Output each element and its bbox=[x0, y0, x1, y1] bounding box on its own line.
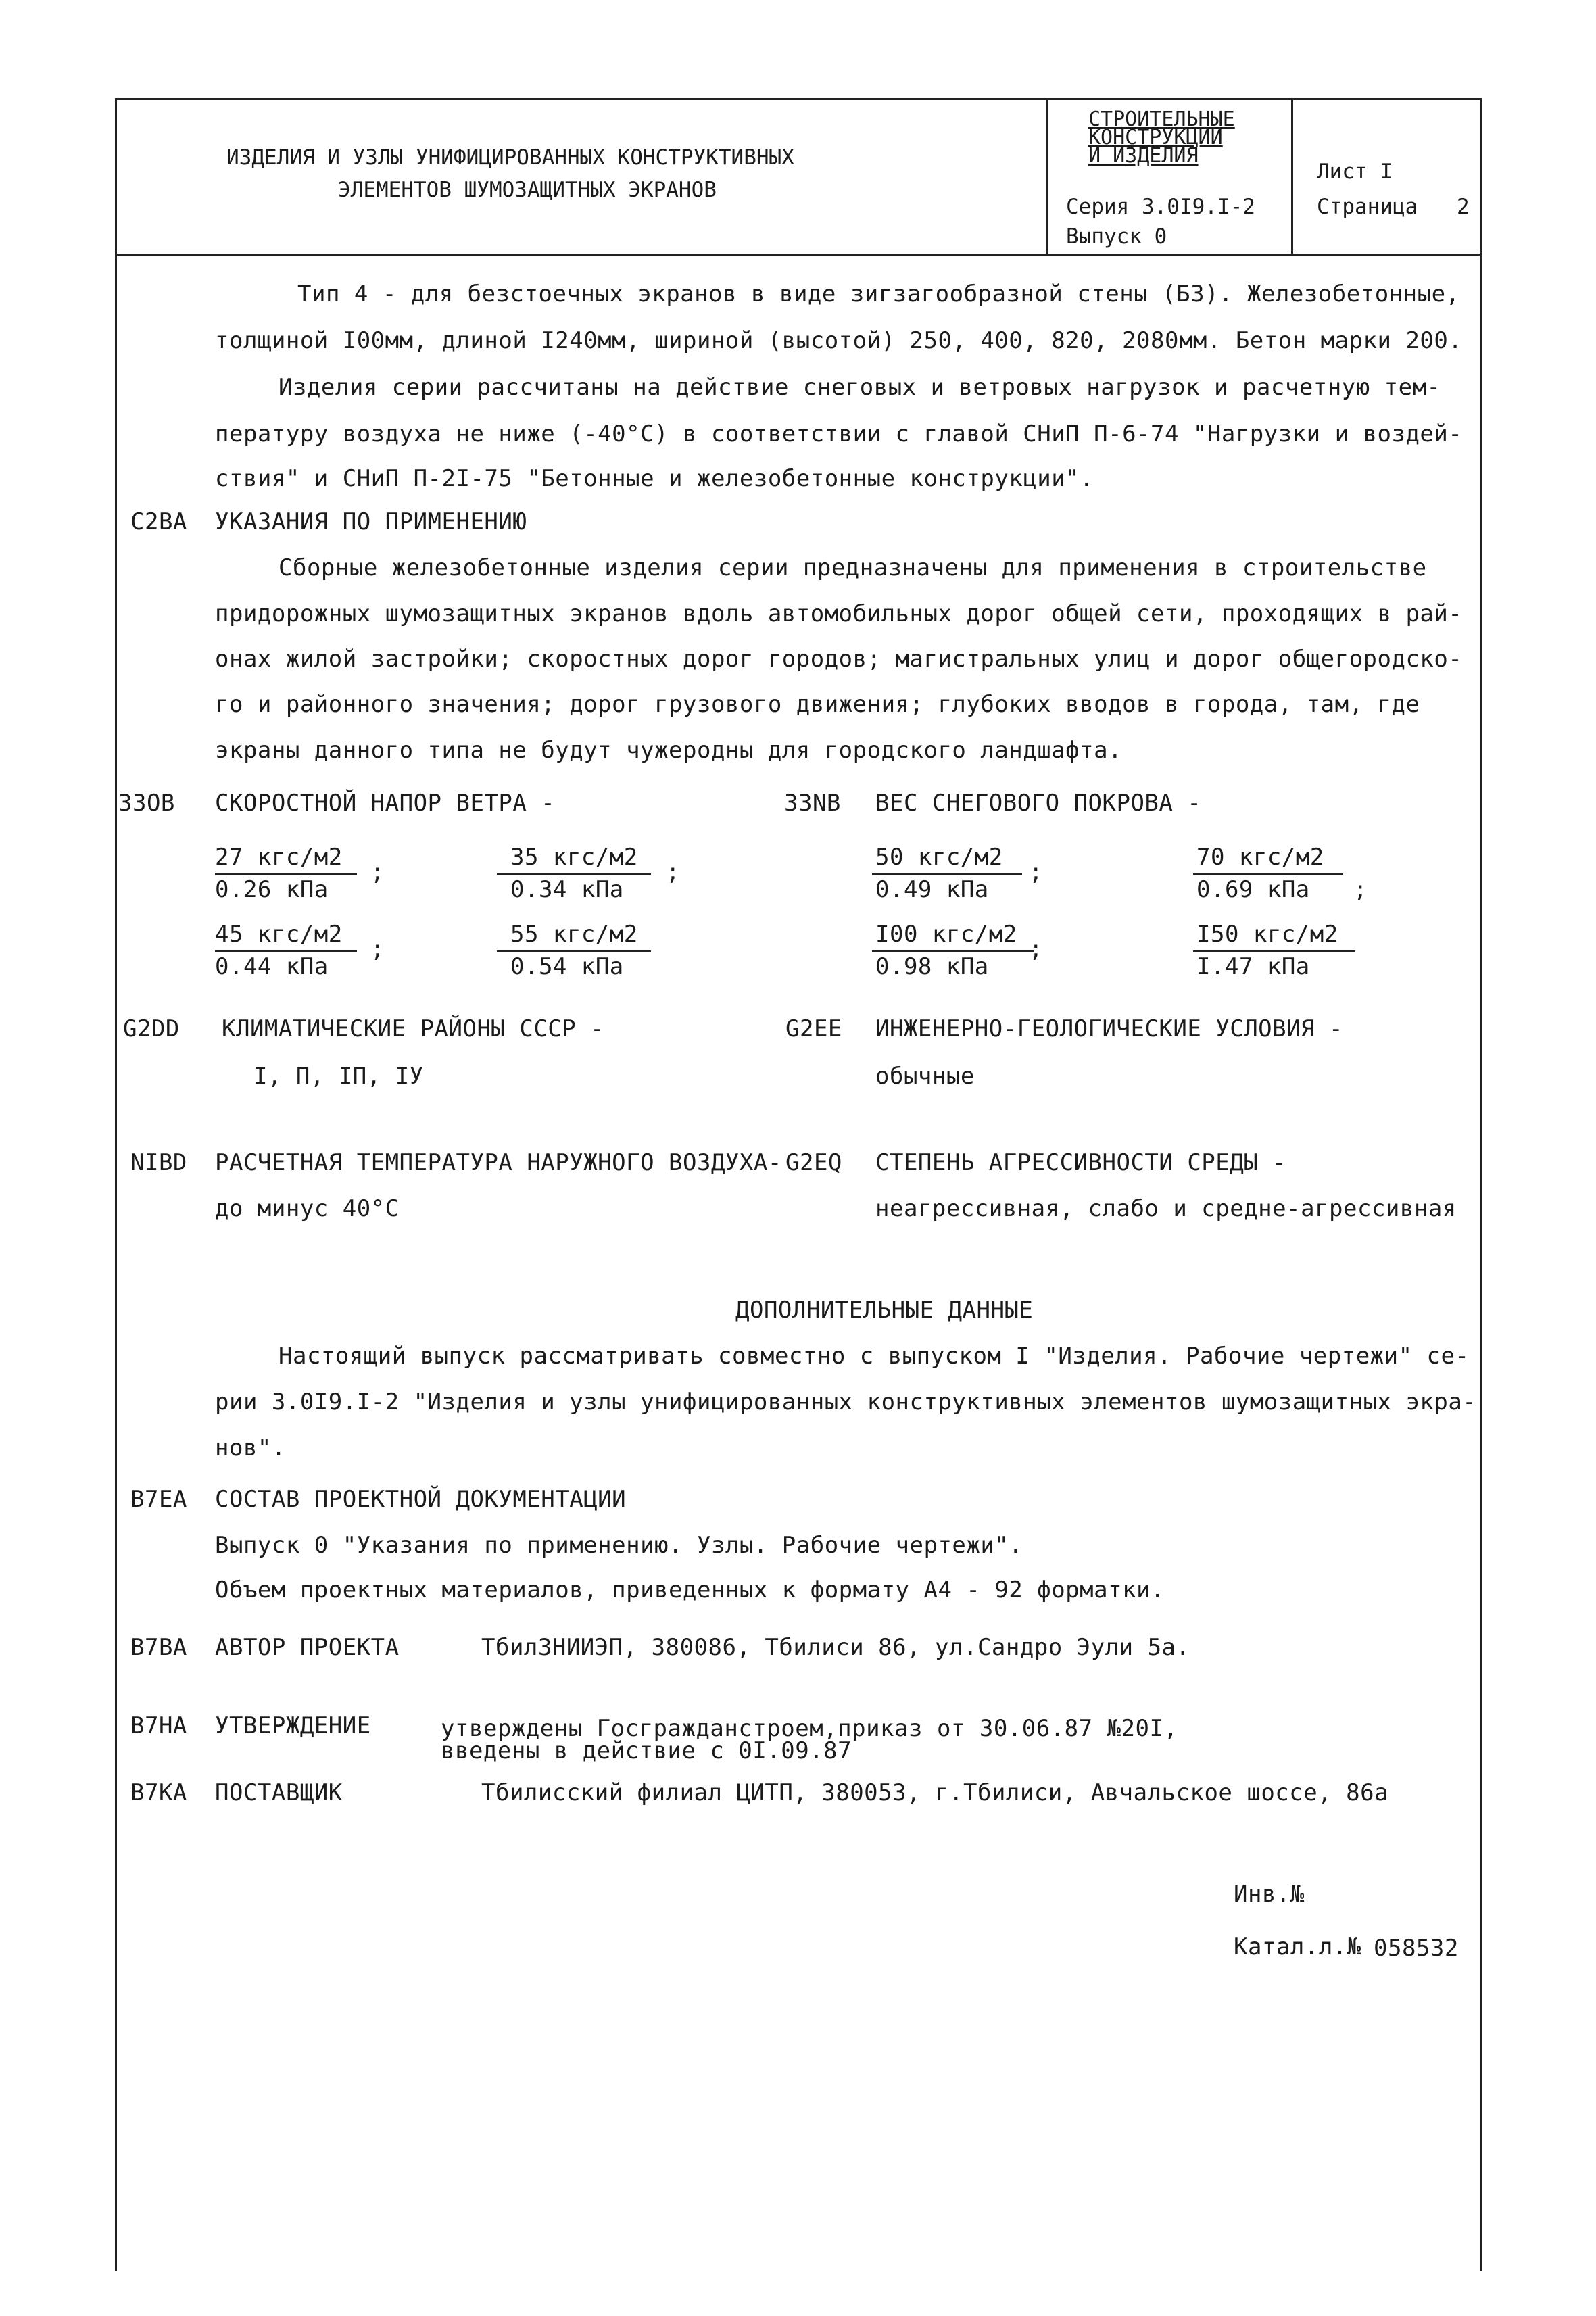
additional-line: рии 3.0I9.I-2 "Изделия и узлы унифицированных конструктивных элементов шумозащитных экра- bbox=[215, 1389, 1477, 1416]
climate-value: I, П, IП, IУ bbox=[253, 1063, 424, 1090]
author-label: АВТОР ПРОЕКТА bbox=[215, 1634, 400, 1661]
application-line: го и районного значения; дорог грузового движения; глубоких вводов в города, там, где bbox=[215, 691, 1420, 718]
fraction-bar bbox=[872, 873, 1022, 875]
application-line: онах жилой застройки; скоростных дорог городов; магистральных улиц и дорог общегородско- bbox=[215, 646, 1463, 673]
snow-value-top: 50 кгс/м2 bbox=[875, 844, 1003, 871]
section-code: G2ЕЕ bbox=[785, 1015, 842, 1042]
header-category: СТРОИТЕЛЬНЫЕ КОНСТРУКЦИИ И ИЗДЕЛИЯ bbox=[1088, 107, 1235, 168]
header-divider bbox=[1046, 98, 1048, 254]
snow-separator: ; bbox=[1353, 876, 1368, 903]
snow-value-top: I50 кгс/м2 bbox=[1196, 921, 1338, 948]
intro-line: толщиной I00мм, длиной I240мм, шириной (высотой) 250, 400, 820, 2080мм. Бетон марки 200. bbox=[215, 327, 1463, 354]
intro-line: Изделия серии рассчитаны на действие снеговых и ветровых нагрузок и расчетную тем- bbox=[279, 374, 1441, 401]
header-divider bbox=[1291, 98, 1293, 254]
snow-separator: ; bbox=[1029, 936, 1043, 963]
wind-value-bottom: 0.34 кПа bbox=[510, 876, 624, 903]
application-line: экраны данного типа не будут чужеродны для городского ландшафта. bbox=[215, 737, 1123, 764]
fraction-bar bbox=[872, 950, 1034, 952]
header-title-line2: ЭЛЕМЕНТОВ ШУМОЗАЩИТНЫХ ЭКРАНОВ bbox=[338, 178, 717, 202]
snow-value-bottom: 0.69 кПа bbox=[1196, 876, 1310, 903]
section-code: В7НА bbox=[130, 1712, 187, 1739]
section-code: В7КА bbox=[130, 1779, 187, 1806]
section-code: NIBD bbox=[130, 1149, 187, 1176]
section-code: В7ВА bbox=[130, 1634, 187, 1661]
fraction-bar bbox=[215, 950, 357, 952]
documentation-heading: СОСТАВ ПРОЕКТНОЙ ДОКУМЕНТАЦИИ bbox=[215, 1486, 627, 1513]
wind-value-top: 27 кгс/м2 bbox=[215, 844, 343, 871]
header-title-line1: ИЗДЕЛИЯ И УЗЛЫ УНИФИЦИРОВАННЫХ КОНСТРУКТИВНЫХ bbox=[226, 145, 794, 170]
section-code: G2DD bbox=[123, 1015, 180, 1042]
aggressiveness-value: неагрессивная, слабо и средне-агрессивная bbox=[875, 1195, 1457, 1222]
wind-value-bottom: 0.44 кПа bbox=[215, 953, 329, 980]
section-code: ЗЗNВ bbox=[784, 790, 841, 817]
approval-label: УТВЕРЖДЕНИЕ bbox=[215, 1712, 371, 1739]
title-block bbox=[115, 98, 1482, 256]
wind-separator: ; bbox=[666, 859, 680, 886]
snow-heading: ВЕС СНЕГОВОГО ПОКРОВА - bbox=[875, 790, 1202, 817]
section-code: G2EQ bbox=[785, 1149, 842, 1176]
snow-value-bottom: 0.98 кПа bbox=[875, 953, 989, 980]
wind-value-bottom: 0.26 кПа bbox=[215, 876, 329, 903]
wind-heading: СКОРОСТНОЙ НАПОР ВЕТРА - bbox=[215, 790, 556, 817]
application-line: Сборные железобетонные изделия серии предназначены для применения в строительстве bbox=[279, 554, 1427, 581]
documentation-line: Объем проектных материалов, приведенных к формату А4 - 92 форматки. bbox=[215, 1576, 1165, 1603]
header-page-number: 2 bbox=[1457, 195, 1470, 219]
snow-value-bottom: I.47 кПа bbox=[1196, 953, 1310, 980]
section-code: В7ЕА bbox=[130, 1486, 187, 1513]
section-code: ЗЗОВ bbox=[118, 790, 175, 817]
climate-heading: КЛИМАТИЧЕСКИЕ РАЙОНЫ СССР - bbox=[222, 1015, 605, 1042]
snow-separator: ; bbox=[1029, 859, 1043, 886]
catalog-number: 058532 bbox=[1374, 1935, 1459, 1962]
wind-separator: ; bbox=[370, 936, 385, 963]
temperature-heading: РАСЧЕТНАЯ ТЕМПЕРАТУРА НАРУЖНОГО ВОЗДУХА- bbox=[215, 1149, 782, 1176]
wind-value-top: 55 кгс/м2 bbox=[510, 921, 638, 948]
intro-line: пературу воздуха не ниже (-40°С) в соответствии с главой СНиП П-6-74 "Нагрузки и воздей- bbox=[215, 420, 1463, 448]
application-heading: УКАЗАНИЯ ПО ПРИМЕНЕНИЮ bbox=[215, 508, 527, 535]
supplier-value: Тбилисский филиал ЦИТП, 380053, г.Тбилиси, Авчальское шоссе, 86а bbox=[481, 1779, 1389, 1806]
intro-line: Тип 4 - для безстоечных экранов в виде зигзагообразной стены (Б3). Железобетонные, bbox=[297, 281, 1460, 308]
section-code: С2ВА bbox=[130, 508, 187, 535]
fraction-bar bbox=[497, 873, 651, 875]
geology-heading: ИНЖЕНЕРНО-ГЕОЛОГИЧЕСКИЕ УСЛОВИЯ - bbox=[875, 1015, 1344, 1042]
approval-line: утверждены Госгражданстроем,приказ от 30.06.87 №20I, bbox=[441, 1715, 1178, 1742]
additional-heading: ДОПОЛНИТЕЛЬНЫЕ ДАННЫЕ bbox=[735, 1297, 1034, 1324]
inventory-label: Инв.№ bbox=[1234, 1881, 1305, 1908]
header-series: Серия 3.0I9.I-2 bbox=[1066, 195, 1255, 219]
snow-value-top: I00 кгс/м2 bbox=[875, 921, 1017, 948]
supplier-label: ПОСТАВЩИК bbox=[215, 1779, 343, 1806]
additional-line: нов". bbox=[215, 1434, 286, 1462]
documentation-line: Выпуск 0 "Указания по применению. Узлы. Рабочие чертежи". bbox=[215, 1532, 1023, 1559]
wind-separator: ; bbox=[370, 859, 385, 886]
approval-line: введены в действие с 0I.09.87 bbox=[441, 1737, 852, 1764]
wind-value-bottom: 0.54 кПа bbox=[510, 953, 624, 980]
catalog-label: Катал.л.№ bbox=[1234, 1933, 1361, 1960]
snow-value-top: 70 кгс/м2 bbox=[1196, 844, 1324, 871]
header-page-label: Страница bbox=[1317, 195, 1418, 219]
fraction-bar bbox=[1193, 873, 1343, 875]
geology-value: обычные bbox=[875, 1063, 975, 1090]
snow-value-bottom: 0.49 кПа bbox=[875, 876, 989, 903]
fraction-bar bbox=[215, 873, 357, 875]
header-issue: Выпуск 0 bbox=[1066, 224, 1167, 249]
application-line: придорожных шумозащитных экранов вдоль автомобильных дорог общей сети, проходящих в рай- bbox=[215, 600, 1463, 627]
fraction-bar bbox=[1193, 950, 1355, 952]
author-value: ТбилЗНИИЭП, 380086, Тбилиси 86, ул.Сандро Эули 5а. bbox=[481, 1634, 1190, 1661]
header-sheet: Лист I bbox=[1317, 160, 1393, 184]
intro-line: ствия" и СНиП П-2I-75 "Бетонные и железобетонные конструкции". bbox=[215, 465, 1094, 492]
temperature-value: до минус 40°С bbox=[215, 1195, 400, 1222]
fraction-bar bbox=[497, 950, 651, 952]
additional-line: Настоящий выпуск рассматривать совместно с выпуском I "Изделия. Рабочие чертежи" се- bbox=[279, 1343, 1470, 1370]
wind-value-top: 35 кгс/м2 bbox=[510, 844, 638, 871]
wind-value-top: 45 кгс/м2 bbox=[215, 921, 343, 948]
aggressiveness-heading: СТЕПЕНЬ АГРЕССИВНОСТИ СРЕДЫ - bbox=[875, 1149, 1287, 1176]
